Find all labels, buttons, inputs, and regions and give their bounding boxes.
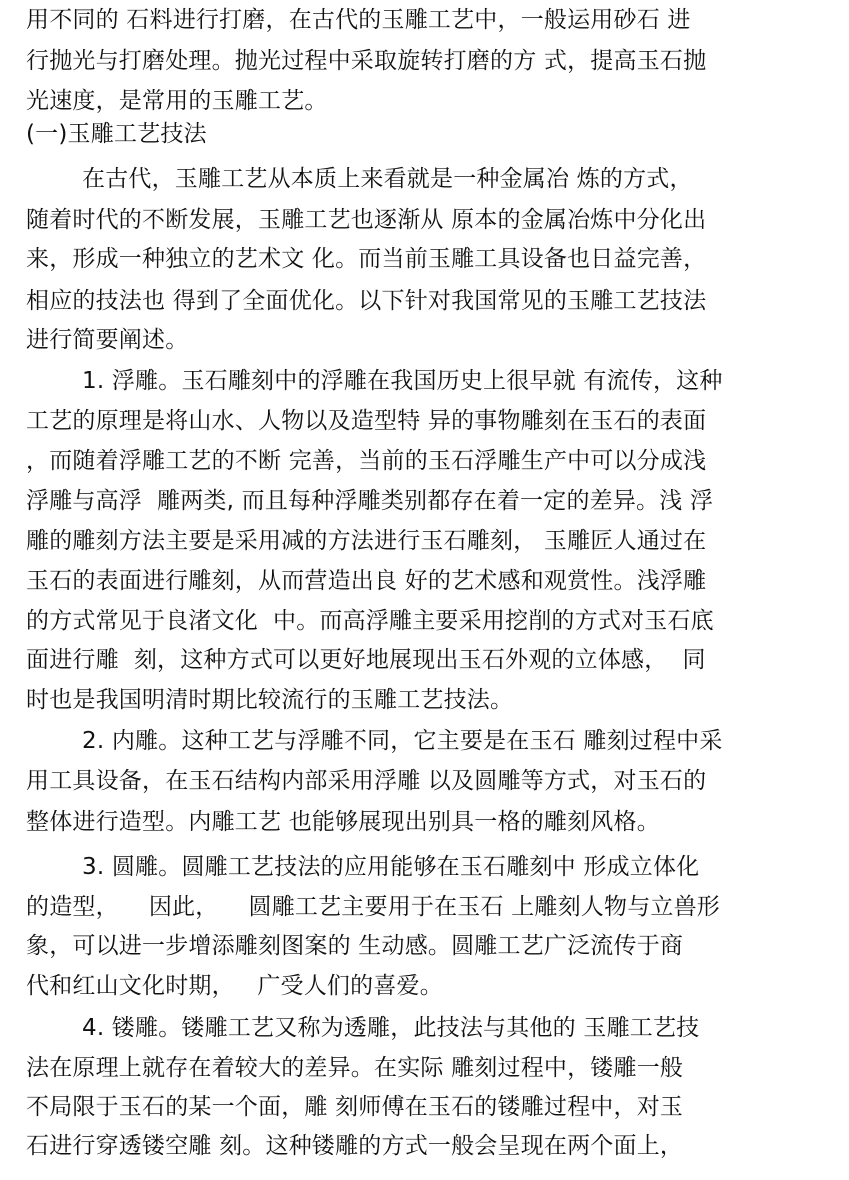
text-line: 光速度，是常用的玉雕工艺。 xyxy=(26,88,328,114)
text-line: 2. 内雕。这种工艺与浮雕不同，它主要是在玉石 雕刻过程中采 xyxy=(82,728,723,754)
text-line: 浮雕与高浮 雕两类, 而且每种浮雕类别都存在着一定的差异。浅 浮 xyxy=(26,488,714,514)
text-line: 在古代，玉雕工艺从本质上来看就是一种金属冶 炼的方式， xyxy=(82,166,693,192)
text-line: 石进行穿透镂空雕 刻。这种镂雕的方式一般会呈现在两个面上， xyxy=(26,1133,684,1159)
text-line: 不局限于玉石的某一个面，雕 刻师傅在玉石的镂雕过程中，对玉 xyxy=(26,1094,684,1120)
text-line: 象，可以进一步增添雕刻图案的 生动感。圆雕工艺广泛流传于商 xyxy=(26,933,684,959)
text-line: 工艺的原理是将山水、人物以及造型特 异的事物雕刻在玉石的表面 xyxy=(26,408,707,434)
text-line: 随着时代的不断发展，玉雕工艺也逐渐从 原本的金属冶炼中分化出 xyxy=(26,207,707,233)
text-line: 4. 镂雕。镂雕工艺又称为透雕，此技法与其他的 玉雕工艺技 xyxy=(82,1015,700,1041)
text-line: 的方式常见于良渚文化 中。而高浮雕主要采用挖削的方式对玉石底 xyxy=(26,608,714,634)
text-line: 整体进行造型。内雕工艺 也能够展现出别具一格的雕刻风格。 xyxy=(26,809,660,835)
text-line: 相应的技法也 得到了全面优化。以下针对我国常见的玉雕工艺技法 xyxy=(26,288,707,314)
text-line: 来，形成一种独立的艺术文 化。而当前玉雕工具设备也日益完善， xyxy=(26,246,707,272)
text-line: 用不同的 石料进行打磨，在古代的玉雕工艺中，一般运用砂石 进 xyxy=(26,7,691,33)
text-line: 代和红山文化时期， 广受人们的喜爱。 xyxy=(26,973,443,999)
text-line: 行抛光与打磨处理。抛光过程中采取旋转打磨的方 式，提高玉石抛 xyxy=(26,48,707,74)
section-heading: (一)玉雕工艺技法 xyxy=(26,121,207,147)
text-line: 面进行雕 刻，这种方式可以更好地展现出玉石外观的立体感， 同 xyxy=(26,647,706,673)
text-line: 3. 圆雕。圆雕工艺技法的应用能够在玉石雕刻中 形成立体化 xyxy=(82,854,700,880)
text-line: 玉石的表面进行雕刻，从而营造出良 好的艺术感和观赏性。浅浮雕 xyxy=(26,568,707,594)
text-line: ，而随着浮雕工艺的不断 完善，当前的玉石浮雕生产中可以分成浅 xyxy=(26,448,707,474)
text-line: 1. 浮雕。玉石雕刻中的浮雕在我国历史上很早就 有流传，这种 xyxy=(82,368,723,394)
text-line: 进行简要阐述。 xyxy=(26,327,189,353)
text-line: 法在原理上就存在着较大的差异。在实际 雕刻过程中，镂雕一般 xyxy=(26,1055,684,1081)
text-line: 雕的雕刻方法主要是采用减的方法进行玉石雕刻， 玉雕匠人通过在 xyxy=(26,528,707,554)
text-line: 用工具设备，在玉石结构内部采用浮雕 以及圆雕等方式，对玉石的 xyxy=(26,768,707,794)
text-line: 的造型， 因此， 圆雕工艺主要用于在玉石 上雕刻人物与立兽形 xyxy=(26,894,720,920)
text-line: 时也是我国明清时期比较流行的玉雕工艺技法。 xyxy=(26,687,514,713)
